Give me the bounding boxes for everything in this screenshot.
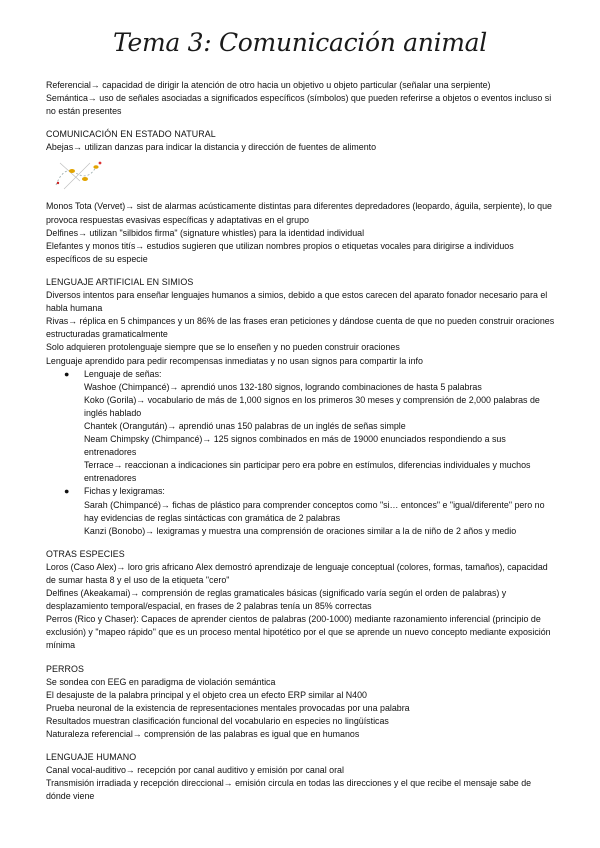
intro-semantica: Semántica→ uso de señales asociadas a significados específicos (símbolos) que pueden referirse a objetos o eventos incluso si no están presentes <box>46 93 552 117</box>
perros-item: Resultados muestran clasificación funcional del vocabulario en especies no lingüísticas <box>46 715 389 726</box>
sign-item-terrace: Terrace→ reaccionan a indicaciones sin participar pero era pobre en estímulos, diferencias individuales y muchos entrenadores <box>84 460 531 484</box>
sign-item-washoe: Washoe (Chimpancé)→ aprendió unos 132-180 signos, logrando combinaciones de hasta 5 palabras <box>84 381 482 392</box>
section-heading-natural: COMUNICACIÓN EN ESTADO NATURAL <box>46 129 216 140</box>
bullet-label: Lenguaje de señas: <box>84 368 162 379</box>
otras-item-delfines: Delfines (Akeakamai)→ comprensión de reglas gramaticales básicas (significado varía según el orden de palabras) y desplazamiento temporal/espacial, en frases de 2 palabras tenía un 85% correctas <box>46 588 507 612</box>
humano-item: Transmisión irradiada y recepción direccional→ emisión circula en todas las direcciones y el que recibe el mensaje sabe de dónde viene <box>46 778 532 802</box>
perros-item: Naturaleza referencial→ comprensión de las palabras es igual que en humanos <box>46 729 360 740</box>
token-item-kanzi: Kanzi (Bonobo)→ lexigramas y muestra una comprensión de oraciones similar a la de niño de 2 años y medio <box>84 525 517 536</box>
sign-item-chantek: Chantek (Orangután)→ aprendió unas 150 palabras de un inglés de señas simple <box>84 420 406 431</box>
sign-item-koko: Koko (Gorila)→ vocabulario de más de 1,000 signos en los primeros 30 meses y comprensión de 2,000 palabras de inglés hablado <box>84 394 540 418</box>
natural-item-vervet: Monos Tota (Vervet)→ sist de alarmas acústicamente distintas para diferentes depredadores (leopardo, águila, serpiente), lo que provoca respuestas evasivas específicas y adaptativas en el grupo <box>46 201 552 225</box>
artificial-item: Solo adquieren protolenguaje siempre que se lo enseñen y no pueden construir oraciones <box>46 342 400 353</box>
sign-item-neam: Neam Chimpsky (Chimpancé)→ 125 signos combinados en más de 19000 enunciados respondiendo a sus entrenadores <box>84 434 506 458</box>
token-item-sarah: Sarah (Chimpancé)→ fichas de plástico para comprender conceptos como "si… entonces" e "igual/diferente" pero no hay evidencias de reglas sintácticas con gramática de 2 palabras <box>84 499 545 523</box>
bee-dance-icon <box>50 155 110 195</box>
bullet-label: Fichas y lexigramas: <box>84 486 165 497</box>
natural-bees: Abejas→ utilizan danzas para indicar la distancia y dirección de fuentes de alimento <box>46 142 377 153</box>
bullet-lenguaje-senas <box>46 368 558 381</box>
artificial-item: Diversos intentos para enseñar lenguajes humanos a simios, debido a que estos carecen del aparato fonador necesario para el habla humana <box>46 290 548 314</box>
document-body <box>46 79 558 804</box>
natural-item-elefantes: Elefantes y monos titís→ estudios sugieren que utilizan nombres propios o etiquetas vocales para dirigirse a individuos específicos de su especie <box>46 240 514 264</box>
humano-item: Canal vocal-auditivo→ recepción por canal auditivo y emisión por canal oral <box>46 765 344 776</box>
section-heading-artificial: LENGUAJE ARTIFICIAL EN SIMIOS <box>46 276 194 287</box>
artificial-item: Lenguaje aprendido para pedir recompensas inmediatas y no usan signos para compartir la info <box>46 355 423 366</box>
perros-item: El desajuste de la palabra principal y el objeto crea un efecto ERP similar al N400 <box>46 689 367 700</box>
perros-item: Se sondea con EEG en paradigma de violación semántica <box>46 676 276 687</box>
section-heading-perros: PERROS <box>46 663 85 674</box>
bullet-dot-icon: ● <box>64 368 70 379</box>
otras-item-perros: Perros (Rico y Chaser): Capaces de aprender cientos de palabras (200-1000) mediante razonamiento inferencial (principio de exclusión) y "mapeo rápido" que es un proceso mental hipotético por el que se aprende un nuevo concepto mediante exposición mínima <box>46 614 551 651</box>
intro-referencial: Referencial→ capacidad de dirigir la atención de otro hacia un objetivo u objeto particular (señalar una serpiente) <box>46 80 491 90</box>
perros-item: Prueba neuronal de la existencia de representaciones mentales provocadas por una palabra <box>46 702 410 713</box>
section-heading-humano: LENGUAJE HUMANO <box>46 752 137 763</box>
artificial-item: Rivas→ réplica en 5 chimpances y un 86% de las frases eran peticiones y dándose cuenta de que no pueden construir oraciones estructuradas gramaticalmente <box>46 316 555 340</box>
bullet-dot-icon: ● <box>64 486 70 497</box>
otras-item-loros: Loros (Caso Alex)→ loro gris africano Alex demostró aprendizaje de lenguaje conceptual (colores, formas, tamaños), capacidad de sumar hasta 8 y el uso de la etiqueta "cero" <box>46 561 548 585</box>
page-title: Tema 3: Comunicación animal <box>113 28 487 57</box>
section-heading-otras: OTRAS ESPECIES <box>46 548 125 559</box>
natural-item-delfines: Delfines→ utilizan "silbidos firma" (signature whistles) para la identidad individual <box>46 227 365 238</box>
bullet-fichas <box>46 485 558 498</box>
